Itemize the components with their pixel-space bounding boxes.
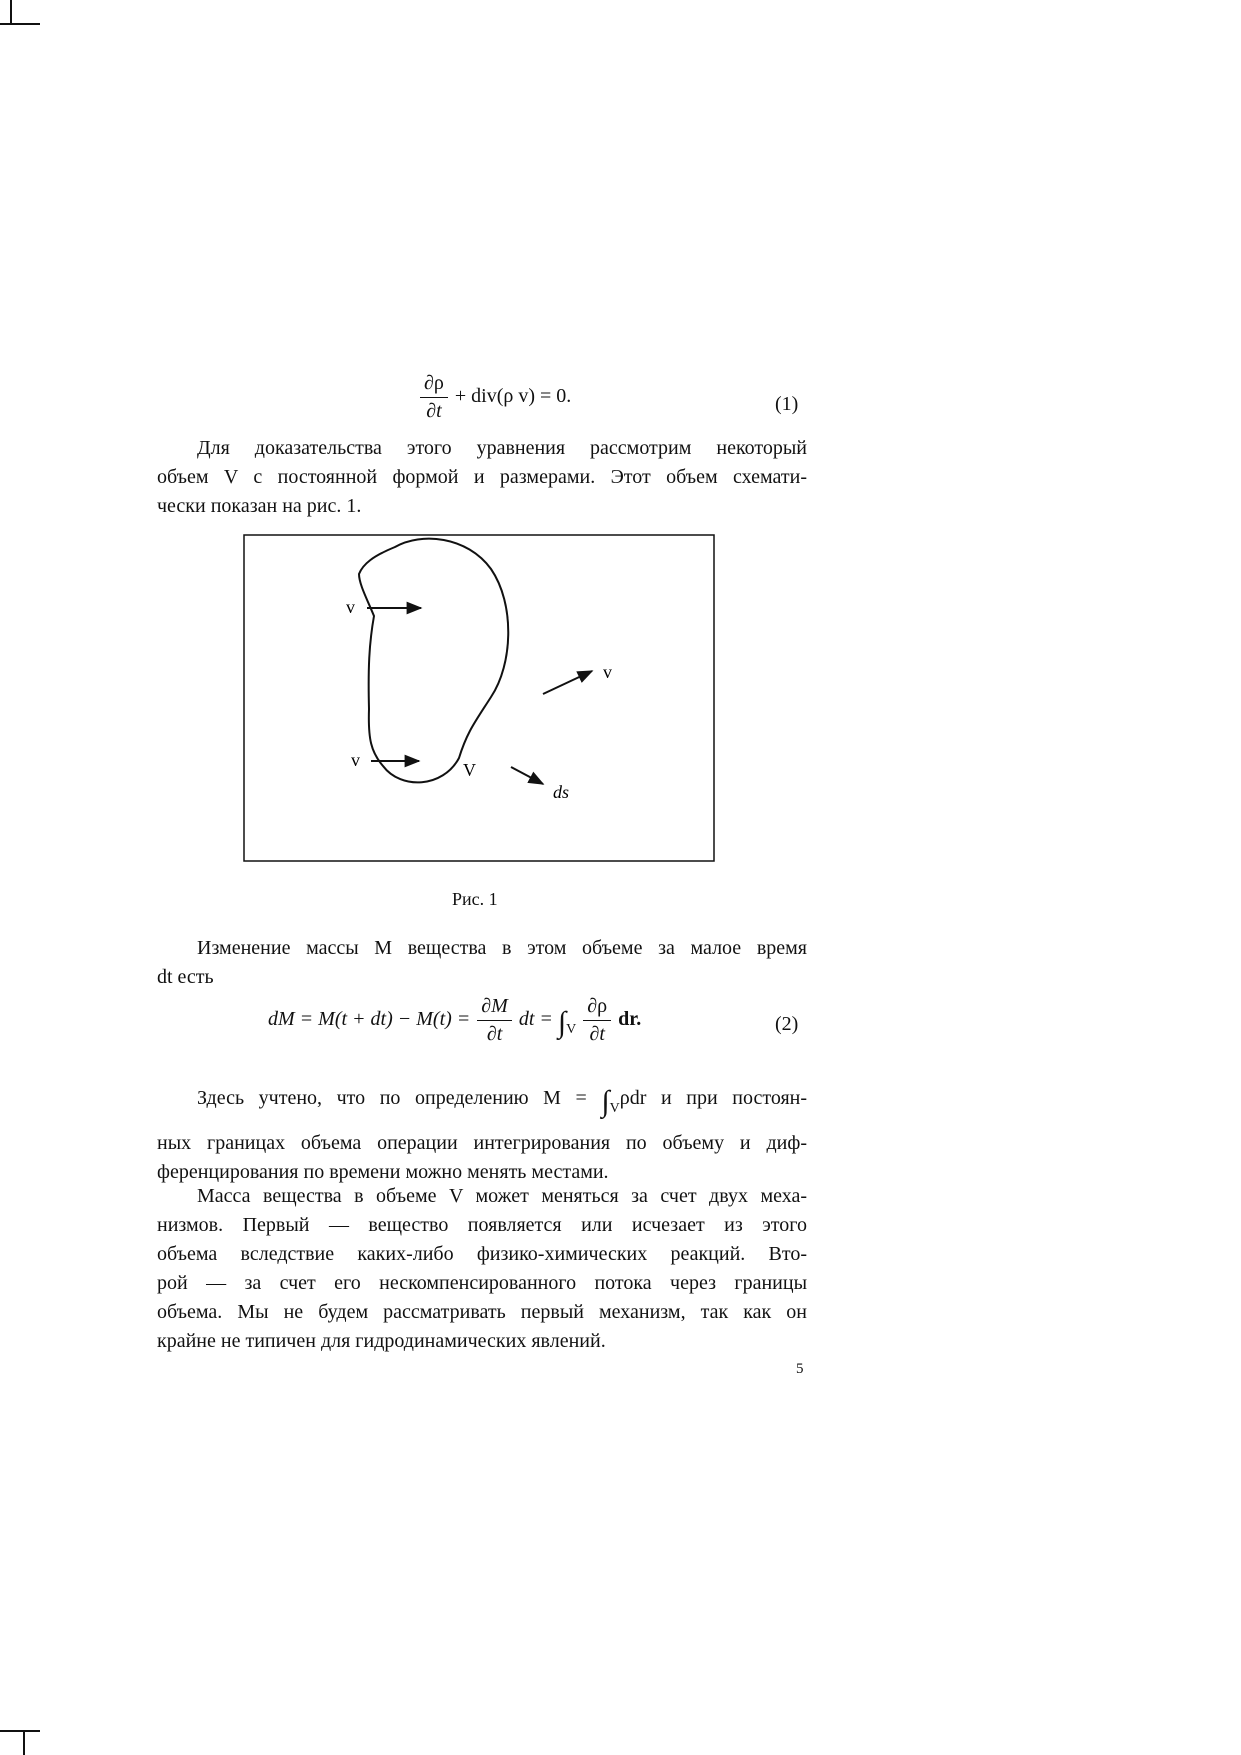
paragraph-1-line: чески показан на рис. 1. bbox=[157, 495, 362, 517]
equation-1-number: (1) bbox=[775, 393, 799, 415]
equation-2-lhs: dM = M(t + dt) − M(t) = bbox=[268, 1008, 471, 1031]
label-v-right: v bbox=[603, 662, 612, 682]
integrand: ρdr bbox=[619, 1087, 647, 1109]
page-number: 5 bbox=[796, 1361, 804, 1377]
label-v-bottom-left: v bbox=[351, 750, 360, 770]
equation-2 bbox=[268, 995, 641, 1046]
paragraph-2-line: dt есть bbox=[157, 966, 214, 988]
paragraph-4-line: объема вследствие каких-либо физико-химических реакций. Вто- bbox=[157, 1243, 807, 1265]
integral-subscript: V bbox=[609, 1101, 620, 1116]
paragraph-4 bbox=[157, 1182, 807, 1356]
paragraph-3-line: ных границах объема операции интегрирования по объему и диф- bbox=[157, 1132, 807, 1154]
velocity-arrow-right bbox=[543, 671, 592, 694]
figure-caption: Рис. 1 bbox=[452, 889, 498, 909]
paragraph-1-line: объем V с постоянной формой и размерами. Этот объем схемати- bbox=[157, 466, 807, 488]
equation-2-fraction-1: $\frac{\partial M}{\partial t}$ bbox=[477, 995, 512, 1046]
paragraph-3 bbox=[157, 1084, 807, 1187]
volume-boundary bbox=[359, 539, 508, 783]
paragraph-3-line: ференцирования по времени можно менять местами. bbox=[157, 1161, 609, 1183]
equation-2-number: (2) bbox=[775, 1013, 799, 1035]
paragraph-1 bbox=[157, 434, 807, 521]
label-ds: ds bbox=[553, 782, 570, 802]
equation-2-mid: dt = bbox=[518, 1008, 553, 1031]
normal-arrow-ds bbox=[511, 767, 543, 784]
paragraph-4-line: Масса вещества в объеме V может меняться за счет двух меха- bbox=[197, 1185, 807, 1207]
paragraph-4-line: объема. Мы не будем рассматривать первый механизм, так как он bbox=[157, 1301, 807, 1323]
equation-1-fraction: $\frac{\partial\rho}{\partial t}$ bbox=[420, 372, 448, 423]
crop-mark-top-vertical bbox=[10, 0, 12, 24]
paragraph-4-line: рой — за счет его нескомпенсированного потока через границы bbox=[157, 1272, 807, 1294]
crop-mark-bottom-horizontal bbox=[0, 1730, 40, 1732]
equation-2-fraction-2: $\frac{\partial\rho}{\partial t}$ bbox=[583, 995, 611, 1046]
equation-1-rest: + div(ρ v) = 0. bbox=[454, 385, 572, 408]
paragraph-2 bbox=[157, 934, 807, 992]
figure-frame bbox=[244, 535, 714, 861]
paragraph-4-line: низмов. Первый — вещество появляется или исчезает из этого bbox=[157, 1214, 807, 1236]
integral-subscript: V bbox=[566, 1022, 577, 1038]
paragraph-1-line: Для доказательства этого уравнения рассмотрим некоторый bbox=[197, 437, 807, 459]
crop-mark-bottom-vertical bbox=[23, 1730, 25, 1755]
integral-sign: ∫ bbox=[601, 1085, 610, 1118]
paragraph-3-line: Здесь учтено, что по определению $M = \int_V\rho dr$ и при постоян- bbox=[197, 1085, 808, 1118]
equation-1 bbox=[418, 372, 571, 423]
paragraph-4-line: крайне не типичен для гидродинамических явлений. bbox=[157, 1330, 606, 1352]
figure-1 bbox=[243, 534, 715, 862]
label-v-top-left: v bbox=[346, 597, 355, 617]
crop-mark-top-horizontal bbox=[0, 23, 40, 25]
label-volume-V: V bbox=[463, 760, 476, 780]
integral-sign: ∫ bbox=[557, 1006, 567, 1040]
equation-2-end: dr. bbox=[618, 1008, 642, 1031]
paragraph-2-line: Изменение массы M вещества в этом объеме за малое время bbox=[197, 937, 807, 959]
